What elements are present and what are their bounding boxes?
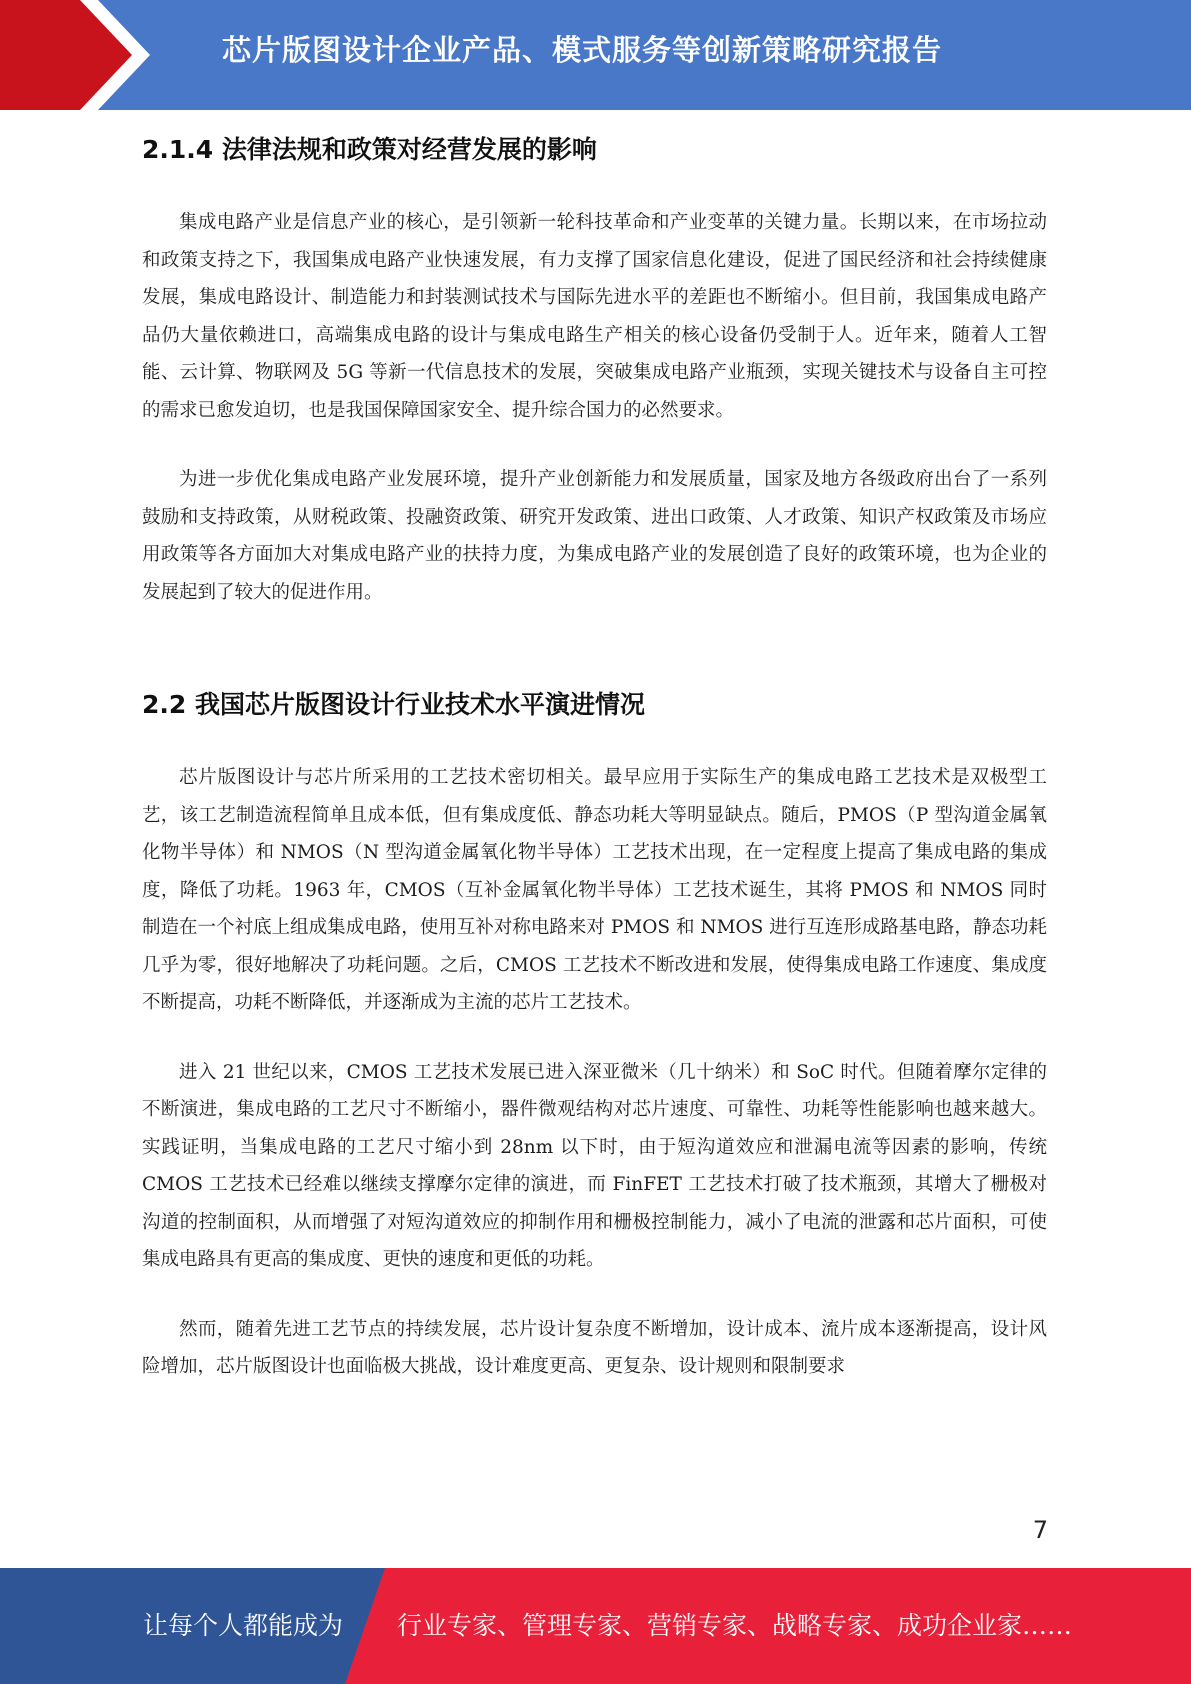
document-body	[142, 128, 1047, 1386]
footer-slogan-right: 行业专家、管理专家、营销专家、战略专家、成功企业家……	[397, 1611, 1073, 1640]
report-title: 芯片版图设计企业产品、模式服务等创新策略研究报告	[222, 33, 943, 67]
paragraph: 进入 21 世纪以来，CMOS 工艺技术发展已进入深亚微米（几十纳米）和 SoC 时代。但随着摩尔定律的不断演进，集成电路的工艺尺寸不断缩小，器件微观结构对芯片速度、可靠性、功耗等性能影响也越来越大。实践证明，当集成电路的工艺尺寸缩小到 28nm 以下时，由于短沟道效应和泄漏电流等因素的影响，传统 CMOS 工艺技术已经难以继续支撑摩尔定律的演进，而 FinFET 工艺技术打破了技术瓶颈，其增大了栅极对沟道的控制面积，从而增强了对短沟道效应的抑制作用和栅极控制能力，减小了电流的泄露和芯片面积，可使集成电路具有更高的集成度、更快的速度和更低的功耗。	[142, 1061, 1047, 1270]
paragraph: 然而，随着先进工艺节点的持续发展，芯片设计复杂度不断增加，设计成本、流片成本逐渐提高，设计风险增加，芯片版图设计也面临极大挑战，设计难度更高、更复杂、设计规则和限制要求	[142, 1318, 1047, 1377]
page-number: 7	[1032, 1516, 1048, 1544]
paragraph: 芯片版图设计与芯片所采用的工艺技术密切相关。最早应用于实际生产的集成电路工艺技术是双极型工艺，该工艺制造流程简单且成本低，但有集成度低、静态功耗大等明显缺点。随后，PMOS（P 型沟道金属氧化物半导体）和 NMOS（N 型沟道金属氧化物半导体）工艺技术出现，在一定程度上提高了集成电路的集成度，降低了功耗。1963 年，CMOS（互补金属氧化物半导体）工艺技术诞生，其将 PMOS 和 NMOS 同时制造在一个衬底上组成集成电路，使用互补对称电路来对 PMOS 和 NMOS 进行互连形成路基电路，静态功耗几乎为零，很好地解决了功耗问题。之后，CMOS 工艺技术不断改进和发展，使得集成电路工作速度、集成度不断提高，功耗不断降低，并逐渐成为主流的芯片工艺技术。	[142, 767, 1047, 1013]
footer-slogan-left: 让每个人都能成为	[143, 1611, 344, 1640]
page-footer	[0, 1568, 1191, 1684]
paragraph: 为进一步优化集成电路产业发展环境，提升产业创新能力和发展质量，国家及地方各级政府出台了一系列鼓励和支持政策，从财税政策、投融资政策、研究开发政策、进出口政策、人才政策、知识产权政策及市场应用政策等各方面加大对集成电路产业的扶持力度，为集成电路产业的发展创造了良好的政策环境，也为企业的发展起到了较大的促进作用。	[142, 469, 1047, 603]
paragraph: 集成电路产业是信息产业的核心，是引领新一轮科技革命和产业变革的关键力量。长期以来，在市场拉动和政策支持之下，我国集成电路产业快速发展，有力支撑了国家信息化建设，促进了国民经济和社会持续健康发展，集成电路设计、制造能力和封装测试技术与国际先进水平的差距也不断缩小。但目前，我国集成电路产品仍大量依赖进口，高端集成电路的设计与集成电路生产相关的核心设备仍受制于人。近年来，随着人工智能、云计算、物联网及 5G 等新一代信息技术的发展，突破集成电路产业瓶颈，实现关键技术与设备自主可控的需求已愈发迫切，也是我国保障国家安全、提升综合国力的必然要求。	[142, 212, 1047, 421]
header-arrow-decoration	[0, 0, 160, 110]
page-header	[0, 0, 1191, 110]
section-heading-2-2: 2.2 我国芯片版图设计行业技术水平演进情况	[142, 690, 645, 719]
section-heading-2-1-4: 2.1.4 法律法规和政策对经营发展的影响	[142, 135, 597, 164]
